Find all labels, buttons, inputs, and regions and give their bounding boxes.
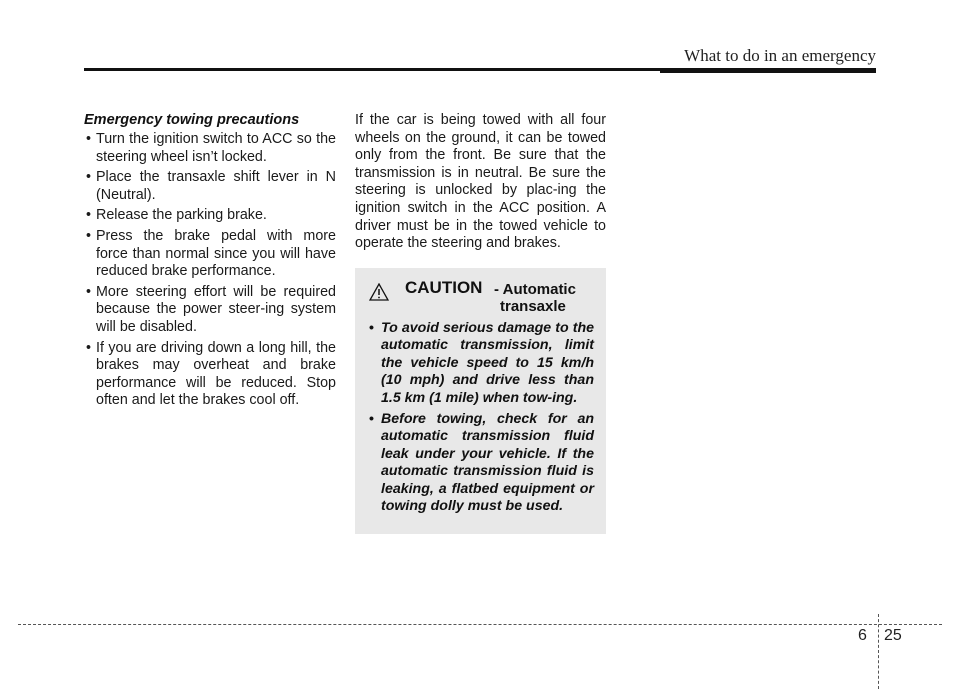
caution-item: • To avoid serious damage to the automatic transmission, limit the vehicle speed to 15 km/h (10 mph) and drive less than 1.5 km (1 mile) when tow-ing.	[369, 320, 594, 407]
footer-dashed-rule	[18, 624, 942, 625]
caution-topic	[494, 281, 604, 315]
list-item: • If you are driving down a long hill, the brakes may overheat and brake performance will be reduced. Stop often and let the brakes cool off.	[84, 340, 336, 410]
caution-header	[369, 278, 594, 314]
list-item: • More steering effort will be required because the power steer-ing system will be disabled.	[84, 284, 336, 337]
list-item: • Press the brake pedal with more force than normal since you will have reduced brake performance.	[84, 228, 336, 281]
caution-item: • Before towing, check for an automatic transmission fluid leak under your vehicle. If the automatic transmission fluid is leaking, a flatbed equipment or towing dolly must be used.	[369, 411, 594, 515]
caution-box	[355, 268, 606, 534]
towing-paragraph: If the car is being towed with all four wheels on the ground, it can be towed only from the front. Be sure that the transmission is in neutral. Be sure the steering is unlocked by plac-ing the ignition switch in the ACC position. A driver must be in the towed vehicle to operate the steering and brakes.	[355, 112, 606, 252]
footer-vertical-rule	[878, 614, 879, 689]
header-rule	[84, 68, 876, 71]
right-column	[355, 112, 606, 253]
page-number: 25	[884, 627, 902, 644]
caution-topic-line1: - Automatic	[494, 281, 576, 298]
warning-triangle-icon	[369, 283, 389, 301]
list-item: • Turn the ignition switch to ACC so the steering wheel isn’t locked.	[84, 131, 336, 166]
section-title: Emergency towing precautions	[84, 112, 300, 128]
list-item: • Release the parking brake.	[84, 207, 336, 225]
caution-label: CAUTION	[405, 278, 483, 297]
caution-topic-line2: transaxle	[500, 298, 566, 315]
chapter-number: 6	[858, 627, 867, 644]
precautions-list	[84, 131, 336, 410]
left-column	[84, 112, 336, 413]
caution-list	[369, 320, 594, 515]
section-header-title: What to do in an emergency	[684, 46, 876, 65]
list-item: • Place the transaxle shift lever in N (Neutral).	[84, 169, 336, 204]
